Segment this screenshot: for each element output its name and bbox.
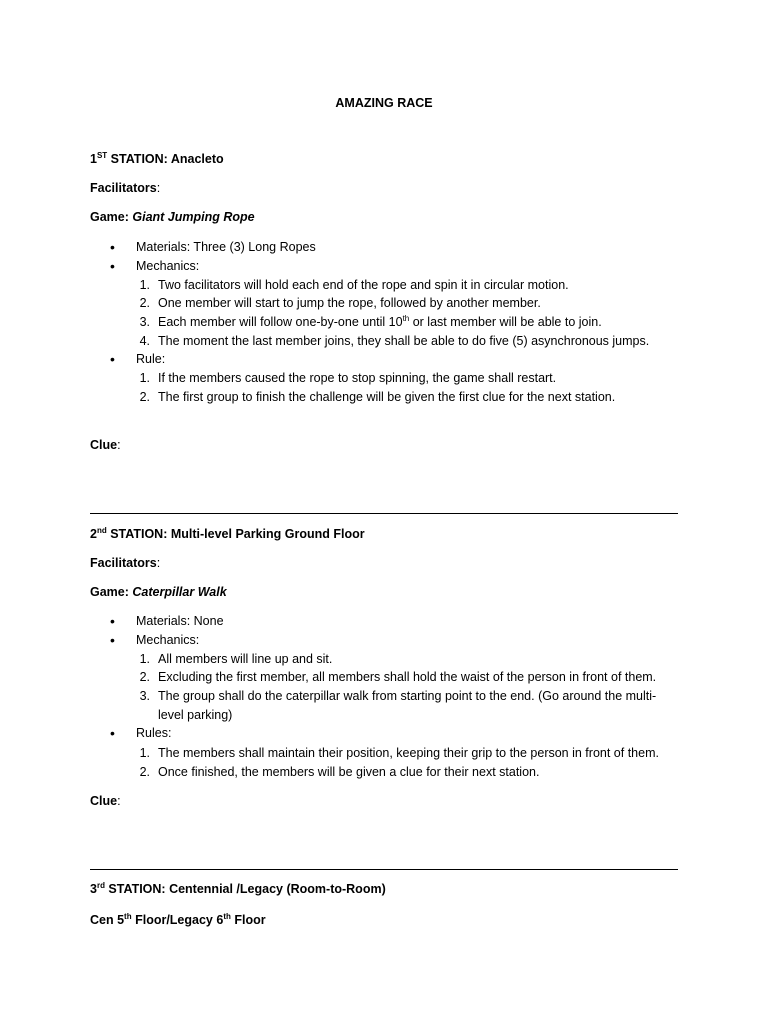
station2-game-label: Game: (90, 585, 133, 599)
station2-game (90, 583, 227, 602)
station1-ordinal-suffix: ST (96, 151, 108, 160)
section-divider (90, 869, 678, 870)
station1-game-label: Game: (90, 210, 133, 224)
list-number: 4. (139, 334, 150, 348)
station1-heading (90, 150, 224, 169)
station3-sub-a-sup: th (124, 912, 132, 921)
list-number: 1. (139, 278, 150, 292)
list-number: 1. (139, 652, 150, 666)
section-divider (90, 513, 678, 514)
station1-facilitators-colon: : (156, 181, 161, 195)
bullet-icon: • (110, 351, 115, 367)
bullet-icon: • (110, 613, 115, 629)
station2-materials: Materials: None (136, 614, 224, 628)
station3-ordinal-suffix: rd (96, 881, 105, 890)
list-number: 2. (139, 670, 150, 684)
station1-mechanic-1: Two facilitators will hold each end of the rope and spin it in circular motion. (158, 278, 569, 292)
list-number: 3. (139, 689, 150, 703)
station2-rule-1: The members shall maintain their position, keeping their grip to the person in front of them. (158, 746, 659, 760)
station1-clue-label: Clue (90, 438, 118, 452)
station3-ordinal: 3 (90, 882, 97, 896)
station3-subheading (90, 911, 266, 930)
station1-mechanics-label: Mechanics: (136, 259, 200, 273)
bullet-icon: • (110, 239, 115, 255)
station1-facilitators-label: Facilitators (90, 181, 157, 195)
station2-clue-colon: : (117, 794, 121, 808)
station1-materials: Materials: Three (3) Long Ropes (136, 240, 316, 254)
station1-heading-text: STATION: Anacleto (107, 152, 224, 166)
station2-ordinal-suffix: nd (96, 526, 107, 535)
station2-heading (90, 525, 365, 544)
station2-rule-2: Once finished, the members will be given a clue for their next station. (158, 765, 540, 779)
document-title: AMAZING RACE (335, 96, 433, 110)
station1-mechanic-3-tail: or last member will be able to join. (409, 315, 602, 329)
list-number: 3. (139, 315, 150, 329)
station2-game-name: Caterpillar Walk (132, 585, 227, 599)
station1-mechanic-3-text: Each member will follow one-by-one until 10 (158, 315, 403, 329)
list-number: 2. (139, 390, 150, 404)
station1-rule-1: If the members caused the rope to stop spinning, the game shall restart. (158, 371, 557, 385)
station2-facilitators-label: Facilitators (90, 556, 157, 570)
station2-mechanic-2: Excluding the first member, all members shall hold the waist of the person in front of them. (158, 670, 657, 684)
station3-heading (90, 880, 386, 899)
station2-mechanic-3: The group shall do the caterpillar walk from starting point to the end. (Go around the multi- (158, 689, 657, 703)
station1-rule-label: Rule: (136, 352, 166, 366)
list-number: 1. (139, 746, 150, 760)
station1-facilitators (90, 179, 160, 198)
bullet-icon: • (110, 725, 115, 741)
station1-mechanic-3-sup: th (402, 314, 410, 323)
station3-sub-a: Cen 5 (90, 913, 125, 927)
station2-clue-label: Clue (90, 794, 118, 808)
list-number: 1. (139, 371, 150, 385)
station2-heading-text: STATION: Multi-level Parking Ground Floor (106, 527, 365, 541)
station2-clue (90, 792, 121, 811)
station2-ordinal: 2 (90, 527, 97, 541)
station2-mechanic-1: All members will line up and sit. (158, 652, 333, 666)
list-number: 2. (139, 765, 150, 779)
station2-mechanics-label: Mechanics: (136, 633, 200, 647)
station1-mechanic-3 (158, 313, 602, 332)
station1-rule-2: The first group to finish the challenge will be given the first clue for the next station. (158, 390, 616, 404)
bullet-icon: • (110, 632, 115, 648)
station2-facilitators-colon: : (156, 556, 161, 570)
station1-mechanic-4: The moment the last member joins, they shall be able to do five (5) asynchronous jumps. (158, 334, 650, 348)
list-number: 2. (139, 296, 150, 310)
station1-game (90, 208, 255, 227)
station1-clue-colon: : (117, 438, 121, 452)
station3-sub-b-sup: th (223, 912, 231, 921)
station3-heading-text: STATION: Centennial /Legacy (Room-to-Room) (104, 882, 386, 896)
station1-ordinal: 1 (90, 152, 97, 166)
station1-clue (90, 436, 121, 455)
station1-game-name: Giant Jumping Rope (132, 210, 255, 224)
bullet-icon: • (110, 258, 115, 274)
station2-facilitators (90, 554, 160, 573)
station1-mechanic-2: One member will start to jump the rope, followed by another member. (158, 296, 541, 310)
station3-sub-b: Floor/Legacy 6 (131, 913, 224, 927)
station2-rules-label: Rules: (136, 726, 172, 740)
station2-mechanic-3-continued: level parking) (158, 708, 233, 722)
station3-sub-c: Floor (230, 913, 266, 927)
